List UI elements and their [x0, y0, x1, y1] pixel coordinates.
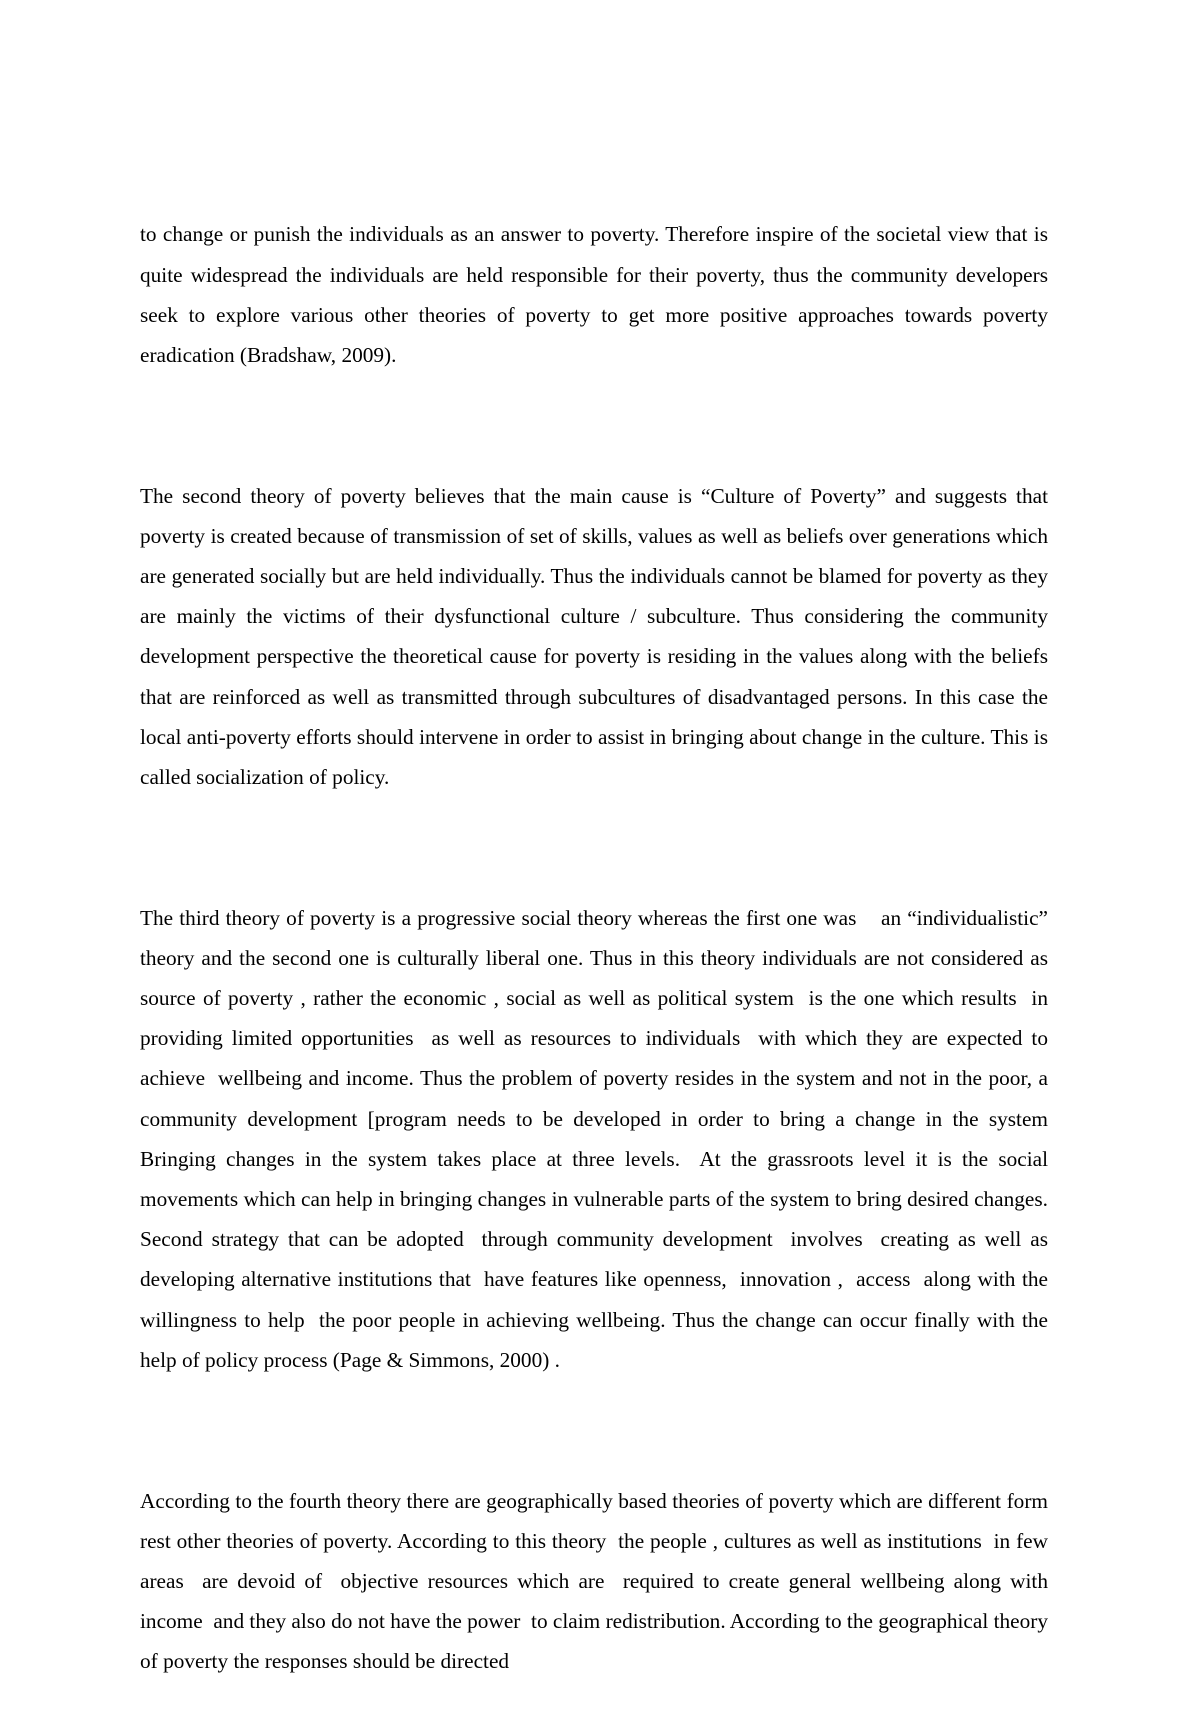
paragraph-individual-theory-conclusion: to change or punish the individuals as an answer to poverty. Therefore inspire of the societal view that is quite widespread the individuals are held responsible for their poverty, thus the community developers seek to explore various other theories of poverty to get more positive approaches towards poverty eradication (Bradshaw, 2009). — [140, 222, 1054, 368]
paragraph-culture-of-poverty: The second theory of poverty believes that the main cause is “Culture of Poverty” and suggests that poverty is created because of transmission of set of skills, values as well as beliefs over generations which are generated socially but are held individually. Thus the individuals cannot be blamed for poverty as they are mainly the victims of their dysfunctional culture / subculture. Thus considering the community development perspective the theoretical cause for poverty is residing in the values along with the beliefs that are reinforced as well as transmitted through subcultures of disadvantaged persons. In this case the local anti-poverty efforts should intervene in order to assist in bringing about change in the culture. This is called socialization of policy. — [140, 483, 1054, 790]
paragraph-progressive-social-theory: The third theory of poverty is a progressive social theory whereas the first one was an “individualistic” theory and the second one is culturally liberal one. Thus in this theory individuals are not considered as source of poverty , rather the economic , social as well as political system is the one which results in providing limited opportunities as well as resources to individuals with which they are expected to achieve wellbeing and income. Thus the problem of poverty resides in the system and not in the poor, a community development [program needs to be developed in order to bring a change in the system Bringing changes in the system takes place at three levels. At the grassroots level it is the social movements which can help in bringing changes in vulnerable parts of the system to bring desired changes. Second strategy that can be adopted through community development involves creating as well as developing alternative institutions that have features like openness, innovation , access along with the willingness to help the poor people in achieving wellbeing. Thus the change can occur finally with the help of policy process (Page & Simmons, 2000) . — [140, 905, 1059, 1372]
paragraph-geographical-theory: According to the fourth theory there are geographically based theories of poverty which are different form rest other theories of poverty. According to this theory the people , cultures as well as institutions in few areas are devoid of objective resources which are required to create general wellbeing along with income and they also do not have the power to claim redistribution. According to the geographical theory of poverty the responses should be directed — [140, 1488, 1054, 1674]
document-page — [140, 134, 1059, 1722]
